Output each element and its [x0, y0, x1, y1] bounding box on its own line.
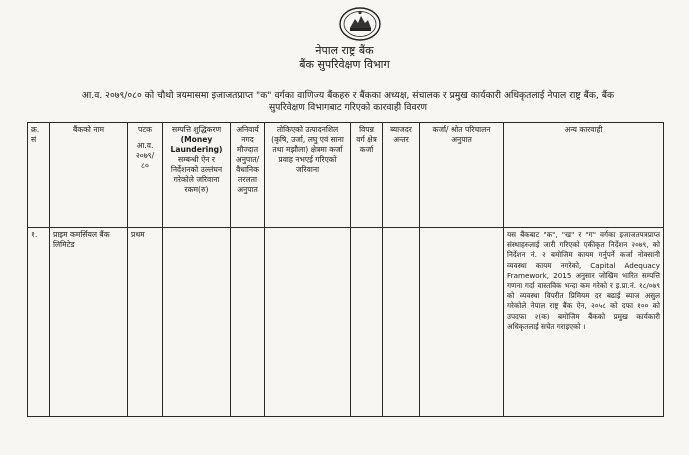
report-heading-line-2: सुपरिवेक्षण विभागबाट गरिएको कारवाही विवरण	[268, 102, 428, 113]
col-header-crr-slr: अनिवार्य नगद मौज्दात अनुपात/ वैधानिक तरलता अनुपात	[231, 123, 265, 228]
department-name: बैंक सुपरिवेक्षण विभाग	[299, 58, 390, 71]
report-heading	[28, 90, 668, 114]
cell-cd	[420, 228, 504, 417]
col-header-aml-title: सम्पत्ति शुद्धिकरण	[171, 125, 222, 134]
col-header-aml-english: (Money Laundering)	[170, 135, 223, 154]
table-row	[28, 228, 664, 417]
report-heading-line-1: आ.व. २०७९/०८० को चौथो त्रयमासमा इजाजतप्राप्त "क" वर्गका वाणिज्य बैंकहरु र बैंकका अध्यक्ष, संचालक र प्रमुख कार्यकारी अधिकृतलाई नेपाल राष्ट्र बैंक, बैंक	[81, 90, 615, 101]
col-header-count-fiscal-year: आ.व. २०७९/ ८०	[135, 141, 155, 170]
col-header-aml-detail: सम्बन्धी ऐन र निर्देशनको उल्लंघन गरेकोले जरिवाना रकम(रु)	[170, 155, 223, 194]
table-header-row	[28, 123, 664, 228]
cell-aml	[163, 228, 231, 417]
col-header-other-actions: अन्य कारवाही	[504, 123, 664, 228]
col-header-directed-lending: तोकिएको उत्पादनशिल (कृषि, उर्जा, लघु एवं साना तथा मझौला) क्षेत्रमा कर्जा प्रवाह नभएई गरिएको जरिवाना	[265, 123, 351, 228]
col-header-cd-ratio: कर्जा/ श्रोत परिचालन अनुपात	[420, 123, 504, 228]
cell-deprived	[351, 228, 383, 417]
cell-spread	[383, 228, 420, 417]
cell-sn: १.	[28, 228, 50, 417]
org-name: नेपाल राष्ट्र बैंक	[315, 44, 374, 57]
action-details-table	[27, 122, 664, 417]
cell-crr	[231, 228, 265, 417]
col-header-bank-name: बैंकको नाम	[50, 123, 128, 228]
nepal-rastra-bank-seal-icon	[338, 6, 382, 42]
col-header-sn: क्र. सं	[28, 123, 50, 228]
col-header-interest-spread: ब्याजदर अन्तर	[383, 123, 420, 228]
col-header-count	[128, 123, 163, 228]
col-header-money-laundering	[163, 123, 231, 228]
cell-directed	[265, 228, 351, 417]
cell-other-actions: यस बैंकबाट "क", "ख" र "ग" वर्गका इजाजतपत्रप्राप्त संस्थाहरुलाई जारी गरिएको एकीकृत निर्देशन २०७९, को निर्देशन नं. २ बमोजिम कायम गर्नुपर्ने कर्जा नोक्सानी व्यवस्था कायम नगरेको, Capital Adequacy Framework, 2015 अनुसार जोखिम भारित सम्पत्ति गणना गर्दा वास्तविक भन्दा कम गरेको र इ.प्रा.नं. १८/०७९ को व्यवस्था विपरीत प्रिमियम दर बढाई ब्याज असुल गरेकोले नेपाल राष्ट्र बैंक ऐन, २०५८ को दफा १०० को उपदफा २(क) बमोजिम बैंकको प्रमुख कार्यकारी अधिकृतलाई सचेत गराइएको ।	[504, 228, 664, 417]
cell-count: प्रथम	[128, 228, 163, 417]
cell-bank-name: प्राइम कमर्सियल बैंक लिमिटेड	[50, 228, 128, 417]
col-header-count-label: पटक	[138, 125, 152, 134]
col-header-deprived-sector: विपन्न वर्ग क्षेत्र कर्जा	[351, 123, 383, 228]
